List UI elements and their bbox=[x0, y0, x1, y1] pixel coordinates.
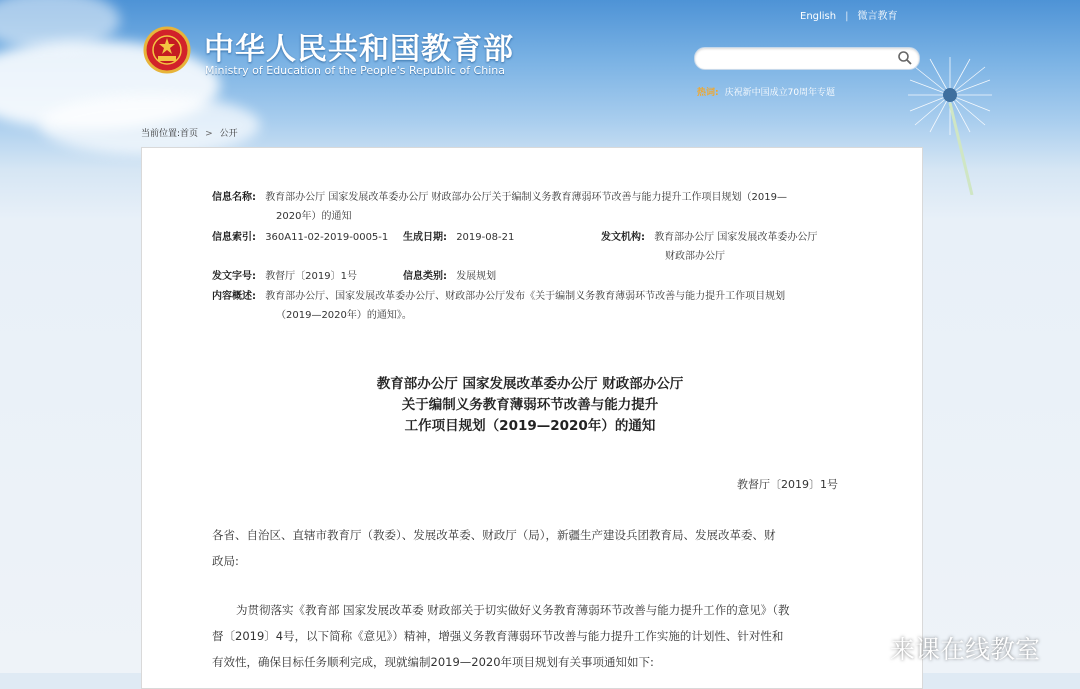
site-title-english[interactable]: Ministry of Education of the People's Republic of China bbox=[205, 64, 505, 77]
body-paragraph-line: 为贯彻落实《教育部 国家发展改革委 财政部关于切实做好义务教育薄弱环节改善与能力提升工作的意见》（教 bbox=[236, 603, 790, 617]
body-paragraph-line: 督〔2019〕4号，以下简称《意见》）精神，增强义务教育薄弱环节改善与能力提升工作实施的计划性、针对性和 bbox=[212, 629, 784, 643]
breadcrumb-public[interactable]: 公开 bbox=[219, 129, 238, 139]
hot-words bbox=[697, 85, 835, 98]
meta-value-name: 教育部办公厅 国家发展改革委办公厅 财政部办公厅关于编制义务教育薄弱环节改善与能力提升工作项目规划（2019— bbox=[265, 192, 787, 203]
cloud-decoration bbox=[40, 95, 260, 155]
watermark bbox=[850, 630, 1040, 666]
addressee-line: 各省、自治区、直辖市教育厅（教委）、发展改革委、财政厅（局），新疆生产建设兵团教育局、发展改革委、财 bbox=[212, 528, 776, 542]
document-title-line: 教育部办公厅 国家发展改革委办公厅 财政部办公厅 bbox=[376, 376, 684, 392]
body-paragraph-line: 有效性，确保目标任务顺利完成，现就编制2019—2020年项目规划有关事项通知如下: bbox=[212, 655, 654, 669]
meta-row-summary bbox=[212, 287, 785, 307]
meta-key-docno: 发文字号: bbox=[212, 271, 256, 282]
meta-key-type: 信息类别: bbox=[403, 271, 447, 282]
weiyan-link[interactable]: 微言教育 bbox=[857, 11, 898, 22]
search-input[interactable] bbox=[705, 50, 889, 68]
meta-value-date: 2019-08-21 bbox=[456, 232, 515, 243]
watermark-text: 来课在线教室 bbox=[890, 635, 1041, 664]
link-separator: | bbox=[845, 11, 849, 22]
meta-key-summary: 内容概述: bbox=[212, 291, 256, 302]
breadcrumb-home[interactable]: 首页 bbox=[180, 129, 199, 139]
meta-key-name: 信息名称: bbox=[212, 192, 256, 203]
meta-value-docno: 教督厅〔2019〕1号 bbox=[265, 271, 357, 282]
document-number: 教督厅〔2019〕1号 bbox=[737, 478, 838, 491]
meta-value-type: 发展规划 bbox=[456, 271, 497, 282]
breadcrumb-separator: > bbox=[205, 129, 213, 139]
addressee-line: 政局: bbox=[212, 554, 239, 568]
breadcrumb-label: 当前位置: bbox=[141, 129, 181, 139]
top-links bbox=[800, 7, 897, 22]
meta-key-date: 生成日期: bbox=[403, 232, 447, 243]
meta-row-date bbox=[403, 228, 514, 248]
search-icon[interactable] bbox=[897, 50, 913, 66]
breadcrumb bbox=[141, 126, 238, 139]
meta-row-index bbox=[212, 228, 388, 248]
meta-row-docno bbox=[212, 267, 357, 287]
meta-key-index: 信息索引: bbox=[212, 232, 256, 243]
meta-value-summary: 教育部办公厅、国家发展改革委办公厅、财政部办公厅发布《关于编制义务教育薄弱环节改善与能力提升工作项目规划 bbox=[265, 291, 786, 302]
meta-value-org: 教育部办公厅 国家发展改革委办公厅 bbox=[654, 232, 818, 243]
meta-key-org: 发文机构: bbox=[601, 232, 645, 243]
meta-row-name bbox=[212, 188, 787, 208]
meta-row-org bbox=[601, 228, 817, 248]
hot-topic-link[interactable]: 庆祝新中国成立70周年专题 bbox=[724, 88, 836, 98]
hot-label: 热词: bbox=[697, 88, 719, 98]
document-title bbox=[230, 374, 830, 437]
dandelion-decoration bbox=[900, 55, 1060, 195]
site-title[interactable]: 中华人民共和国教育部 bbox=[204, 32, 514, 67]
national-emblem-logo[interactable] bbox=[143, 26, 191, 74]
weibo-icon bbox=[850, 637, 884, 665]
meta-row-type bbox=[403, 267, 496, 287]
meta-value-summary-continued: （2019—2020年）的通知》。 bbox=[276, 310, 412, 321]
document-title-line: 工作项目规划（2019—2020年）的通知 bbox=[404, 418, 656, 434]
document-title-line: 关于编制义务教育薄弱环节改善与能力提升 bbox=[401, 397, 659, 413]
meta-value-index: 360A11-02-2019-0005-1 bbox=[265, 232, 389, 243]
english-link[interactable]: English bbox=[800, 11, 837, 22]
search-box bbox=[694, 47, 920, 70]
meta-value-org-continued: 财政部办公厅 bbox=[665, 251, 725, 262]
meta-value-name-continued: 2020年）的通知 bbox=[276, 211, 352, 222]
